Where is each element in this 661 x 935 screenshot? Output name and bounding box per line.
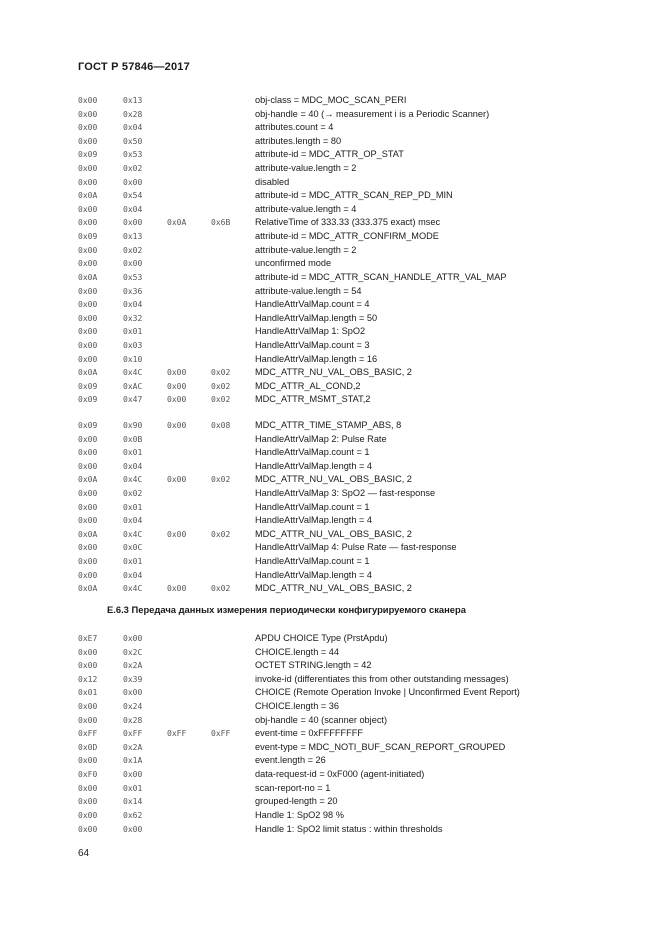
byte-2: 0x2A — [123, 742, 143, 752]
byte-2: 0x2C — [123, 647, 143, 657]
row-description: attribute-id = MDC_ATTR_SCAN_REP_PD_MIN — [255, 190, 453, 201]
row-description: MDC_ATTR_NU_VAL_OBS_BASIC, 2 — [255, 474, 412, 485]
byte-1: 0x00 — [78, 810, 98, 820]
byte-2: 0x62 — [123, 810, 143, 820]
table-row — [0, 754, 661, 768]
byte-2: 0x4C — [123, 529, 143, 539]
byte-1: 0x00 — [78, 123, 98, 133]
table-row — [0, 433, 661, 447]
byte-2: 0x03 — [123, 340, 143, 350]
table-row — [0, 285, 661, 299]
byte-1: 0x09 — [78, 421, 98, 430]
byte-1: 0x00 — [78, 327, 98, 337]
row-description: HandleAttrValMap.length = 4 — [255, 569, 373, 580]
row-description: disabled — [255, 176, 290, 187]
byte-1: 0x09 — [78, 381, 98, 391]
row-description: HandleAttrValMap.count = 3 — [255, 339, 370, 350]
byte-2: 0x54 — [123, 191, 143, 201]
table-row — [0, 795, 661, 809]
table-row — [0, 809, 661, 823]
byte-2: 0x00 — [123, 177, 143, 187]
row-description: MDC_ATTR_TIME_STAMP_ABS, 8 — [255, 420, 402, 430]
row-description: HandleAttrValMap 2: Pulse Rate — [255, 433, 387, 444]
byte-2: 0xAC — [123, 381, 143, 391]
table-row — [0, 700, 661, 714]
byte-1: 0x00 — [78, 313, 98, 323]
byte-3: 0x00 — [167, 529, 187, 539]
table-row — [0, 148, 661, 162]
byte-2: 0x04 — [123, 570, 143, 580]
byte-2: 0x53 — [123, 150, 143, 160]
row-description: data-request-id = 0xF000 (agent-initiated) — [255, 769, 425, 780]
byte-1: 0x00 — [78, 570, 98, 580]
row-description: attribute-value.length = 2 — [255, 244, 357, 255]
row-description: HandleAttrValMap.count = 1 — [255, 447, 370, 458]
byte-2: 0x39 — [123, 674, 143, 684]
byte-1: 0x00 — [78, 647, 98, 657]
table-row — [0, 339, 661, 353]
row-description: invoke-id (differentiates this from other outstanding messages) — [255, 673, 509, 684]
row-description: CHOICE.length = 44 — [255, 646, 340, 657]
byte-2: 0x28 — [123, 715, 143, 725]
byte-3: 0x00 — [167, 421, 187, 430]
row-description: HandleAttrValMap.count = 1 — [255, 556, 370, 567]
row-description: MDC_ATTR_AL_COND,2 — [255, 380, 361, 391]
table-row — [0, 528, 661, 542]
row-description: HandleAttrValMap.count = 4 — [255, 299, 370, 310]
row-description: MDC_ATTR_MSMT_STAT,2 — [255, 394, 371, 405]
byte-2: 0x04 — [123, 300, 143, 310]
byte-1: 0x00 — [78, 136, 98, 146]
row-description: attribute-id = MDC_ATTR_OP_STAT — [255, 149, 404, 160]
table-row — [0, 460, 661, 474]
byte-2: 0x02 — [123, 245, 143, 255]
row-description: HandleAttrValMap 1: SpO2 — [255, 326, 366, 337]
table-row — [0, 582, 661, 596]
row-description: attribute-value.length = 2 — [255, 163, 357, 174]
byte-1: 0x00 — [78, 354, 98, 364]
byte-3: 0x00 — [167, 395, 187, 405]
byte-1: 0x00 — [78, 259, 98, 269]
byte-1: 0x00 — [78, 448, 98, 458]
byte-2: 0x32 — [123, 313, 143, 323]
byte-2: 0x0B — [123, 434, 143, 444]
byte-1: 0x00 — [78, 824, 98, 834]
byte-2: 0x50 — [123, 136, 143, 146]
byte-1: 0x00 — [78, 218, 98, 228]
table-row — [0, 325, 661, 339]
table-row — [0, 216, 661, 230]
byte-1: 0x00 — [78, 245, 98, 255]
byte-2: 0x04 — [123, 123, 143, 133]
row-description: attribute-value.length = 54 — [255, 285, 362, 296]
byte-2: 0x01 — [123, 327, 143, 337]
hex-table-block-1 — [0, 94, 661, 407]
byte-3: 0x00 — [167, 584, 187, 594]
table-row — [0, 741, 661, 755]
table-row — [0, 673, 661, 687]
byte-2: 0x00 — [123, 218, 143, 228]
table-row — [0, 244, 661, 258]
byte-3: 0x00 — [167, 475, 187, 485]
byte-2: 0x24 — [123, 702, 143, 712]
byte-1: 0x09 — [78, 395, 98, 405]
byte-2: 0x00 — [123, 634, 143, 643]
table-row — [0, 176, 661, 190]
byte-2: 0x02 — [123, 489, 143, 499]
table-row — [0, 366, 661, 380]
byte-1: 0x00 — [78, 434, 98, 444]
byte-4: 0x02 — [211, 529, 231, 539]
section-title: Е.6.3 Передача данных измерения периодически конфигурируемого сканера — [107, 604, 466, 615]
table-row — [0, 108, 661, 122]
byte-1: 0x00 — [78, 783, 98, 793]
table-row — [0, 646, 661, 660]
row-description: obj-handle = 40 (→ measurement i is a Periodic Scanner) — [255, 108, 490, 119]
byte-1: 0x00 — [78, 204, 98, 214]
table-row — [0, 353, 661, 367]
row-description: attributes.length = 80 — [255, 135, 342, 146]
row-description: HandleAttrValMap 4: Pulse Rate — fast-response — [255, 542, 457, 553]
byte-1: 0x00 — [78, 502, 98, 512]
byte-2: 0x53 — [123, 272, 143, 282]
byte-2: 0x90 — [123, 421, 143, 430]
row-description: MDC_ATTR_NU_VAL_OBS_BASIC, 2 — [255, 367, 412, 378]
byte-2: 0x4C — [123, 475, 143, 485]
table-row — [0, 823, 661, 837]
row-description: Handle 1: SpO2 limit status : within thresholds — [255, 823, 443, 834]
byte-1: 0xFF — [78, 729, 98, 739]
table-row — [0, 686, 661, 700]
byte-1: 0x09 — [78, 232, 98, 242]
row-description: grouped-length = 20 — [255, 796, 338, 807]
byte-4: 0x6B — [211, 218, 231, 228]
row-description: obj-handle = 40 (scanner object) — [255, 714, 388, 725]
row-description: OCTET STRING.length = 42 — [255, 660, 372, 671]
byte-1: 0x09 — [78, 150, 98, 160]
byte-2: 0x28 — [123, 109, 143, 119]
byte-1: 0xF0 — [78, 770, 98, 780]
byte-1: 0x00 — [78, 661, 98, 671]
row-description: MDC_ATTR_NU_VAL_OBS_BASIC, 2 — [255, 583, 412, 594]
byte-2: 0x4C — [123, 368, 143, 378]
byte-2: 0x04 — [123, 516, 143, 526]
row-description: HandleAttrValMap.length = 16 — [255, 353, 378, 364]
row-description: obj-class = MDC_MOC_SCAN_PERI — [255, 95, 407, 105]
byte-1: 0x00 — [78, 340, 98, 350]
table-row — [0, 312, 661, 326]
byte-1: 0x00 — [78, 797, 98, 807]
row-description: HandleAttrValMap.length = 4 — [255, 460, 373, 471]
table-row — [0, 121, 661, 135]
byte-2: 0x01 — [123, 783, 143, 793]
row-description: attribute-id = MDC_ATTR_CONFIRM_MODE — [255, 231, 439, 242]
byte-2: 0x36 — [123, 286, 143, 296]
byte-1: 0x00 — [78, 543, 98, 553]
row-description: Handle 1: SpO2 98 % — [255, 809, 344, 820]
document-header: ГОСТ Р 57846—2017 — [78, 61, 190, 73]
byte-1: 0x0A — [78, 529, 98, 539]
byte-2: 0x2A — [123, 661, 143, 671]
table-row — [0, 203, 661, 217]
table-row — [0, 135, 661, 149]
row-description: event.length = 26 — [255, 755, 326, 766]
table-row — [0, 257, 661, 271]
table-row — [0, 271, 661, 285]
byte-2: 0x10 — [123, 354, 143, 364]
table-row — [0, 473, 661, 487]
row-description: HandleAttrValMap.length = 50 — [255, 312, 378, 323]
byte-1: 0x00 — [78, 489, 98, 499]
row-description: RelativeTime of 333.33 (333.375 exact) msec — [255, 217, 441, 228]
byte-4: 0x02 — [211, 368, 231, 378]
row-description: attributes.count = 4 — [255, 122, 334, 133]
byte-2: 0xFF — [123, 729, 143, 739]
table-row — [0, 94, 661, 108]
byte-1: 0x12 — [78, 674, 98, 684]
byte-1: 0x0A — [78, 584, 98, 594]
byte-1: 0x00 — [78, 300, 98, 310]
byte-2: 0x00 — [123, 770, 143, 780]
byte-3: 0xFF — [167, 729, 187, 739]
row-description: scan-report-no = 1 — [255, 782, 331, 793]
row-description: attribute-id = MDC_ATTR_SCAN_HANDLE_ATTR_VAL_MAP — [255, 271, 507, 282]
row-description: HandleAttrValMap.length = 4 — [255, 515, 373, 526]
table-row — [0, 555, 661, 569]
byte-4: 0xFF — [211, 729, 231, 739]
byte-2: 0x04 — [123, 461, 143, 471]
table-row — [0, 714, 661, 728]
byte-2: 0x01 — [123, 557, 143, 567]
byte-1: 0x00 — [78, 177, 98, 187]
table-row — [0, 768, 661, 782]
hex-table-block-3 — [0, 632, 661, 836]
byte-1: 0x00 — [78, 164, 98, 174]
byte-2: 0x0C — [123, 543, 143, 553]
table-row — [0, 569, 661, 583]
table-row — [0, 487, 661, 501]
byte-1: 0x00 — [78, 702, 98, 712]
byte-1: 0x00 — [78, 715, 98, 725]
row-description: HandleAttrValMap 3: SpO2 — fast-response — [255, 488, 436, 499]
byte-2: 0x4C — [123, 584, 143, 594]
table-row — [0, 162, 661, 176]
byte-1: 0x01 — [78, 688, 98, 698]
page-number: 64 — [78, 848, 90, 859]
byte-2: 0x00 — [123, 824, 143, 834]
row-description: event-type = MDC_NOTI_BUF_SCAN_REPORT_GROUPED — [255, 741, 506, 752]
table-row — [0, 632, 661, 646]
byte-1: 0xE7 — [78, 634, 98, 643]
row-description: CHOICE (Remote Operation Invoke | Unconfirmed Event Report) — [255, 687, 520, 698]
row-description: CHOICE.length = 36 — [255, 701, 340, 712]
byte-1: 0x0A — [78, 368, 98, 378]
byte-3: 0x00 — [167, 368, 187, 378]
byte-2: 0x47 — [123, 395, 143, 405]
table-row — [0, 514, 661, 528]
byte-2: 0x00 — [123, 688, 143, 698]
table-row — [0, 189, 661, 203]
byte-1: 0x00 — [78, 557, 98, 567]
byte-1: 0x00 — [78, 96, 98, 105]
row-description: attribute-value.length = 4 — [255, 203, 357, 214]
byte-1: 0x00 — [78, 461, 98, 471]
table-row — [0, 380, 661, 394]
byte-2: 0x13 — [123, 232, 143, 242]
row-description: event-time = 0xFFFFFFFF — [255, 728, 363, 739]
table-row — [0, 782, 661, 796]
table-row — [0, 541, 661, 555]
byte-2: 0x02 — [123, 164, 143, 174]
byte-1: 0x0D — [78, 742, 98, 752]
byte-2: 0x01 — [123, 502, 143, 512]
byte-3: 0x0A — [167, 218, 187, 228]
byte-2: 0x1A — [123, 756, 143, 766]
byte-2: 0x14 — [123, 797, 143, 807]
byte-1: 0x0A — [78, 191, 98, 201]
byte-3: 0x00 — [167, 381, 187, 391]
table-row — [0, 446, 661, 460]
byte-1: 0x0A — [78, 272, 98, 282]
table-row — [0, 659, 661, 673]
byte-4: 0x02 — [211, 475, 231, 485]
byte-4: 0x02 — [211, 381, 231, 391]
byte-1: 0x00 — [78, 516, 98, 526]
row-description: APDU CHOICE Type (PrstApdu) — [255, 633, 388, 643]
byte-2: 0x13 — [123, 96, 143, 105]
byte-4: 0x02 — [211, 584, 231, 594]
row-description: unconfirmed mode — [255, 258, 332, 269]
row-description: HandleAttrValMap.count = 1 — [255, 501, 370, 512]
byte-1: 0x00 — [78, 109, 98, 119]
byte-1: 0x00 — [78, 756, 98, 766]
byte-4: 0x08 — [211, 421, 231, 430]
table-row — [0, 727, 661, 741]
byte-1: 0x0A — [78, 475, 98, 485]
hex-table-block-2 — [0, 419, 661, 596]
table-row — [0, 298, 661, 312]
table-row — [0, 393, 661, 407]
byte-2: 0x00 — [123, 259, 143, 269]
byte-4: 0x02 — [211, 395, 231, 405]
table-row — [0, 419, 661, 433]
row-description: MDC_ATTR_NU_VAL_OBS_BASIC, 2 — [255, 528, 412, 539]
byte-1: 0x00 — [78, 286, 98, 296]
byte-2: 0x04 — [123, 204, 143, 214]
table-row — [0, 501, 661, 515]
byte-2: 0x01 — [123, 448, 143, 458]
table-row — [0, 230, 661, 244]
